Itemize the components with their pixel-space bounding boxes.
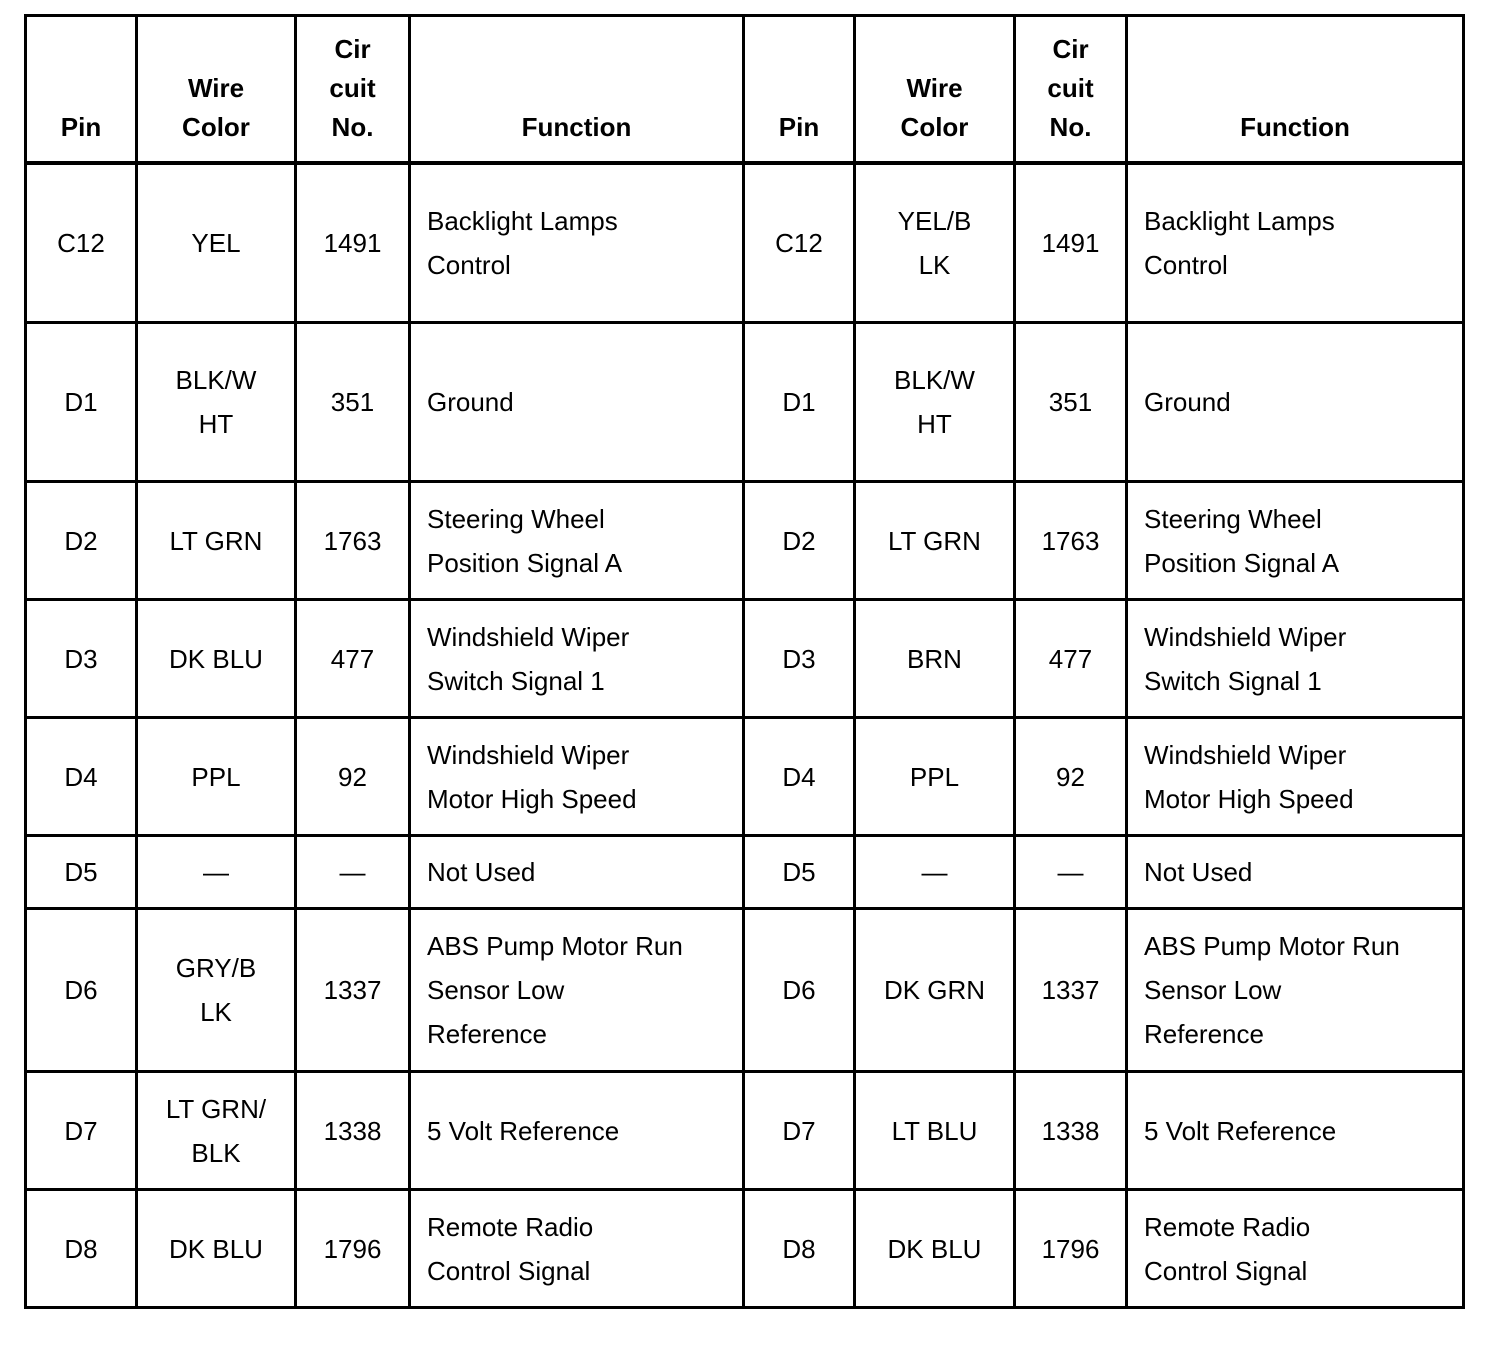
- header-row: [26, 16, 1464, 164]
- table-row: [26, 1190, 1464, 1308]
- wire-color-cell: GRY/B LK: [137, 909, 296, 1072]
- circuit-no-cell: 92: [296, 718, 410, 836]
- table-row: [26, 909, 1464, 1072]
- function-cell: 5 Volt Reference: [410, 1072, 744, 1190]
- circuit-no-cell: —: [296, 836, 410, 909]
- pin-cell: C12: [744, 163, 855, 323]
- wire-color-cell: PPL: [855, 718, 1015, 836]
- function-cell: Ground: [410, 323, 744, 482]
- function-cell: Backlight Lamps Control: [1127, 163, 1464, 323]
- function-cell: Windshield Wiper Switch Signal 1: [1127, 600, 1464, 718]
- pin-cell: D5: [26, 836, 137, 909]
- wire-color-cell: DK GRN: [855, 909, 1015, 1072]
- circuit-no-cell: 1338: [296, 1072, 410, 1190]
- function-cell: ABS Pump Motor Run Sensor Low Reference: [1127, 909, 1464, 1072]
- circuit-no-cell: 1337: [296, 909, 410, 1072]
- header-wire-color-left: Wire Color: [137, 16, 296, 164]
- pin-cell: D5: [744, 836, 855, 909]
- table-row: [26, 482, 1464, 600]
- wire-color-cell: LT GRN: [855, 482, 1015, 600]
- pin-cell: D7: [26, 1072, 137, 1190]
- wire-color-cell: PPL: [137, 718, 296, 836]
- pin-cell: D4: [744, 718, 855, 836]
- function-cell: Remote Radio Control Signal: [410, 1190, 744, 1308]
- wire-color-cell: —: [855, 836, 1015, 909]
- pin-cell: D6: [26, 909, 137, 1072]
- pin-cell: D4: [26, 718, 137, 836]
- header-circuit-no-right: Cir cuit No.: [1015, 16, 1127, 164]
- function-cell: Steering Wheel Position Signal A: [410, 482, 744, 600]
- circuit-no-cell: 351: [296, 323, 410, 482]
- header-circuit-no-left: Cir cuit No.: [296, 16, 410, 164]
- header-pin-left: Pin: [26, 16, 137, 164]
- circuit-no-cell: 351: [1015, 323, 1127, 482]
- pin-cell: D3: [26, 600, 137, 718]
- table-row: [26, 1072, 1464, 1190]
- function-cell: Remote Radio Control Signal: [1127, 1190, 1464, 1308]
- circuit-no-cell: 1796: [296, 1190, 410, 1308]
- pin-cell: C12: [26, 163, 137, 323]
- header-function-left: Function: [410, 16, 744, 164]
- function-cell: Not Used: [410, 836, 744, 909]
- pin-cell: D1: [744, 323, 855, 482]
- connector-pinout-table: [24, 14, 1465, 1309]
- circuit-no-cell: 1338: [1015, 1072, 1127, 1190]
- circuit-no-cell: 1337: [1015, 909, 1127, 1072]
- wire-color-cell: LT GRN: [137, 482, 296, 600]
- wire-color-cell: DK BLU: [137, 600, 296, 718]
- pin-cell: D2: [26, 482, 137, 600]
- wire-color-cell: BLK/W HT: [855, 323, 1015, 482]
- table-row: [26, 836, 1464, 909]
- function-cell: Windshield Wiper Switch Signal 1: [410, 600, 744, 718]
- pin-cell: D3: [744, 600, 855, 718]
- circuit-no-cell: 1491: [1015, 163, 1127, 323]
- circuit-no-cell: 1763: [1015, 482, 1127, 600]
- circuit-no-cell: 477: [296, 600, 410, 718]
- wire-color-cell: YEL: [137, 163, 296, 323]
- function-cell: Windshield Wiper Motor High Speed: [410, 718, 744, 836]
- pin-cell: D8: [744, 1190, 855, 1308]
- function-cell: 5 Volt Reference: [1127, 1072, 1464, 1190]
- function-cell: ABS Pump Motor Run Sensor Low Reference: [410, 909, 744, 1072]
- wire-color-cell: YEL/B LK: [855, 163, 1015, 323]
- wire-color-cell: DK BLU: [137, 1190, 296, 1308]
- pin-cell: D1: [26, 323, 137, 482]
- wire-color-cell: LT GRN/ BLK: [137, 1072, 296, 1190]
- table-row: [26, 600, 1464, 718]
- function-cell: Backlight Lamps Control: [410, 163, 744, 323]
- table-row: [26, 163, 1464, 323]
- pin-cell: D6: [744, 909, 855, 1072]
- circuit-no-cell: 477: [1015, 600, 1127, 718]
- wire-color-cell: DK BLU: [855, 1190, 1015, 1308]
- table-row: [26, 718, 1464, 836]
- function-cell: Ground: [1127, 323, 1464, 482]
- circuit-no-cell: 92: [1015, 718, 1127, 836]
- circuit-no-cell: 1763: [296, 482, 410, 600]
- wire-color-cell: BRN: [855, 600, 1015, 718]
- function-cell: Steering Wheel Position Signal A: [1127, 482, 1464, 600]
- pin-cell: D8: [26, 1190, 137, 1308]
- header-pin-right: Pin: [744, 16, 855, 164]
- wire-color-cell: BLK/W HT: [137, 323, 296, 482]
- circuit-no-cell: —: [1015, 836, 1127, 909]
- function-cell: Windshield Wiper Motor High Speed: [1127, 718, 1464, 836]
- table-row: [26, 323, 1464, 482]
- pin-cell: D2: [744, 482, 855, 600]
- header-function-right: Function: [1127, 16, 1464, 164]
- wire-color-cell: LT BLU: [855, 1072, 1015, 1190]
- circuit-no-cell: 1491: [296, 163, 410, 323]
- circuit-no-cell: 1796: [1015, 1190, 1127, 1308]
- function-cell: Not Used: [1127, 836, 1464, 909]
- pin-cell: D7: [744, 1072, 855, 1190]
- header-wire-color-right: Wire Color: [855, 16, 1015, 164]
- wire-color-cell: —: [137, 836, 296, 909]
